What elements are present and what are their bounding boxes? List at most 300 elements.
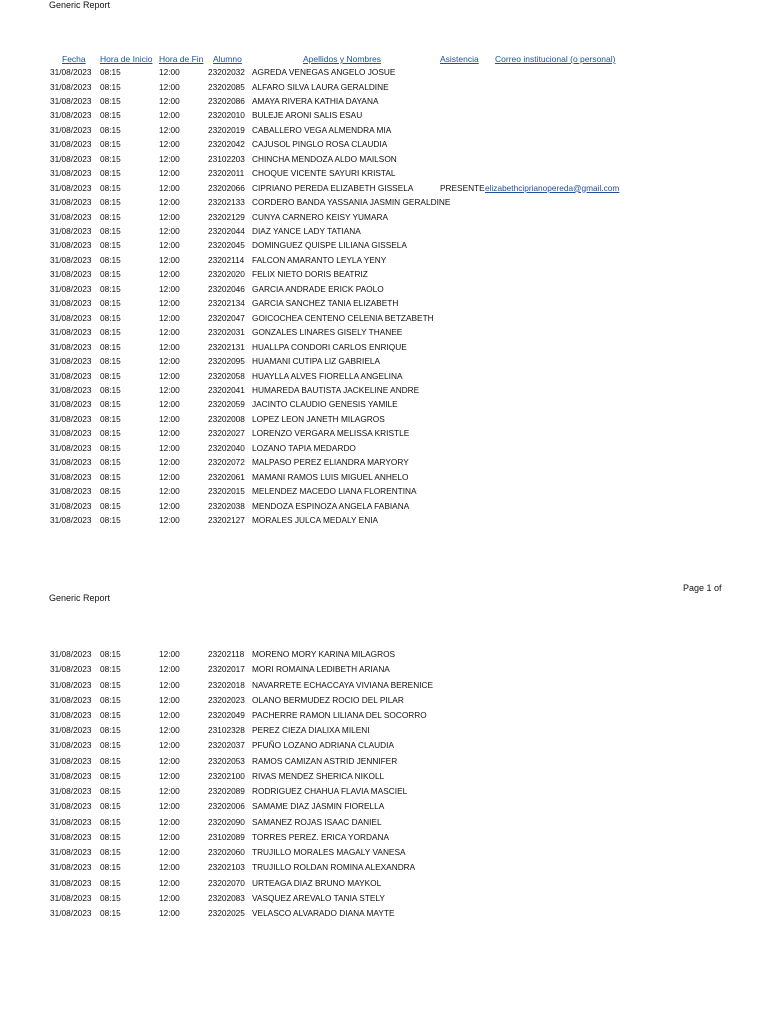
hora-fin-cell: 12:00 xyxy=(159,847,180,858)
alumno-cell: 23202044 xyxy=(208,226,245,236)
name-cell: RODRIGUEZ CHAHUA FLAVIA MASCIEL xyxy=(252,786,408,797)
hora-fin-cell: 12:00 xyxy=(159,341,180,352)
table-row xyxy=(0,725,768,737)
alumno-cell: 23202133 xyxy=(208,197,245,208)
hora-fin-cell: 12:00 xyxy=(159,384,180,395)
alumno-cell: 23202131 xyxy=(208,341,245,352)
hora-fin-cell: 12:00 xyxy=(159,67,180,77)
fecha-cell: 31/08/2023 xyxy=(50,197,92,208)
name-cell: NAVARRETE ECHACCAYA VIVIANA BERENICE xyxy=(252,679,434,690)
name-cell: OLANO BERMUDEZ ROCIO DEL PILAR xyxy=(252,694,404,705)
report-title: Generic Report xyxy=(49,0,111,10)
hora-fin-cell: 12:00 xyxy=(159,370,180,381)
name-cell: HUAYLLA ALVES FIORELLA ANGELINA xyxy=(252,370,403,381)
table-row xyxy=(0,847,768,859)
fecha-cell: 31/08/2023 xyxy=(50,725,92,736)
hora-inicio-cell: 08:15 xyxy=(100,81,121,92)
asistencia-cell: PRESENTE xyxy=(440,182,485,193)
table-row xyxy=(0,298,768,310)
alumno-cell: 23202010 xyxy=(208,110,245,121)
hora-fin-cell: 12:00 xyxy=(159,327,180,338)
table-row xyxy=(0,399,768,411)
hora-inicio-cell: 08:15 xyxy=(100,755,121,766)
hora-inicio-cell: 08:15 xyxy=(100,283,121,294)
hora-inicio-cell: 08:15 xyxy=(100,770,121,781)
fecha-cell: 31/08/2023 xyxy=(50,110,92,121)
hora-inicio-cell: 08:15 xyxy=(100,816,121,827)
alumno-cell: 23202032 xyxy=(208,67,245,77)
name-cell: TORRES PEREZ. ERICA YORDANA xyxy=(252,831,390,842)
alumno-cell: 23202118 xyxy=(208,649,245,659)
fecha-cell: 31/08/2023 xyxy=(50,341,92,352)
alumno-cell: 23102089 xyxy=(208,831,245,842)
name-cell: LOPEZ LEON JANETH MILAGROS xyxy=(252,413,385,424)
hora-fin-cell: 12:00 xyxy=(159,168,180,179)
alumno-cell: 23202061 xyxy=(208,471,245,482)
hora-fin-cell: 12:00 xyxy=(159,81,180,92)
hora-inicio-cell: 08:15 xyxy=(100,709,121,720)
hora-fin-cell: 12:00 xyxy=(159,908,180,918)
hora-inicio-cell: 08:15 xyxy=(100,153,121,164)
hora-inicio-cell: 08:15 xyxy=(100,877,121,888)
table-row xyxy=(0,385,768,397)
hora-inicio-cell: 08:15 xyxy=(100,67,121,77)
hora-inicio-cell: 08:15 xyxy=(100,847,121,858)
hora-inicio-cell: 08:15 xyxy=(100,124,121,135)
hora-fin-cell: 12:00 xyxy=(159,862,180,873)
header-hora-inicio: Hora de Inicio xyxy=(100,54,153,64)
hora-inicio-cell: 08:15 xyxy=(100,649,121,659)
hora-fin-cell: 12:00 xyxy=(159,312,180,323)
fecha-cell: 31/08/2023 xyxy=(50,428,92,439)
fecha-cell: 31/08/2023 xyxy=(50,226,92,236)
name-cell: GARCIA ANDRADE ERICK PAOLO xyxy=(252,283,384,294)
table-row xyxy=(0,168,768,180)
fecha-cell: 31/08/2023 xyxy=(50,908,92,918)
fecha-cell: 31/08/2023 xyxy=(50,862,92,873)
fecha-cell: 31/08/2023 xyxy=(50,283,92,294)
table-row xyxy=(0,414,768,426)
hora-inicio-cell: 08:15 xyxy=(100,457,121,468)
table-row xyxy=(0,740,768,752)
hora-fin-cell: 12:00 xyxy=(159,413,180,424)
fecha-cell: 31/08/2023 xyxy=(50,770,92,781)
table-row xyxy=(0,356,768,368)
hora-inicio-cell: 08:15 xyxy=(100,139,121,150)
fecha-cell: 31/08/2023 xyxy=(50,95,92,106)
alumno-cell: 23202025 xyxy=(208,908,245,918)
table-row xyxy=(0,269,768,281)
alumno-cell: 23202040 xyxy=(208,442,245,453)
alumno-cell: 23202100 xyxy=(208,770,245,781)
fecha-cell: 31/08/2023 xyxy=(50,457,92,468)
table-row xyxy=(0,255,768,267)
name-cell: CAJUSOL PINGLO ROSA CLAUDIA xyxy=(252,139,388,150)
hora-inicio-cell: 08:15 xyxy=(100,679,121,690)
fecha-cell: 31/08/2023 xyxy=(50,500,92,511)
hora-fin-cell: 12:00 xyxy=(159,399,180,410)
alumno-cell: 23202066 xyxy=(208,182,245,193)
table-row xyxy=(0,680,768,692)
hora-inicio-cell: 08:15 xyxy=(100,327,121,338)
alumno-cell: 23202127 xyxy=(208,515,245,525)
hora-fin-cell: 12:00 xyxy=(159,892,180,903)
name-cell: GARCIA SANCHEZ TANIA ELIZABETH xyxy=(252,298,399,309)
hora-fin-cell: 12:00 xyxy=(159,740,180,751)
name-cell: HUMAREDA BAUTISTA JACKELINE ANDRE xyxy=(252,384,420,395)
fecha-cell: 31/08/2023 xyxy=(50,413,92,424)
report-title-page-2: Generic Report xyxy=(49,593,111,603)
alumno-cell: 23202070 xyxy=(208,877,245,888)
fecha-cell: 31/08/2023 xyxy=(50,755,92,766)
hora-inicio-cell: 08:15 xyxy=(100,442,121,453)
alumno-cell: 23202008 xyxy=(208,413,245,424)
alumno-cell: 23202086 xyxy=(208,95,245,106)
name-cell: MORI ROMAINA LEDIBETH ARIANA xyxy=(252,664,390,675)
hora-fin-cell: 12:00 xyxy=(159,725,180,736)
hora-fin-cell: 12:00 xyxy=(159,182,180,193)
table-row xyxy=(0,893,768,905)
hora-fin-cell: 12:00 xyxy=(159,770,180,781)
name-cell: CORDERO BANDA YASSANIA JASMIN GERALDINE xyxy=(252,197,451,208)
alumno-cell: 23202038 xyxy=(208,500,245,511)
hora-fin-cell: 12:00 xyxy=(159,211,180,222)
alumno-cell: 23202015 xyxy=(208,486,245,497)
name-cell: PACHERRE RAMON LILIANA DEL SOCORRO xyxy=(252,709,427,720)
name-cell: ALFARO SILVA LAURA GERALDINE xyxy=(252,81,389,92)
name-cell: TRUJILLO MORALES MAGALY VANESA xyxy=(252,847,406,858)
fecha-cell: 31/08/2023 xyxy=(50,442,92,453)
fecha-cell: 31/08/2023 xyxy=(50,211,92,222)
hora-inicio-cell: 08:15 xyxy=(100,254,121,265)
hora-fin-cell: 12:00 xyxy=(159,95,180,106)
name-cell: GOICOCHEA CENTENO CELENIA BETZABETH xyxy=(252,312,434,323)
table-row xyxy=(0,801,768,813)
fecha-cell: 31/08/2023 xyxy=(50,139,92,150)
alumno-cell: 23202129 xyxy=(208,211,245,222)
fecha-cell: 31/08/2023 xyxy=(50,399,92,410)
table-row xyxy=(0,649,768,661)
name-cell: AMAYA RIVERA KATHIA DAYANA xyxy=(252,95,379,106)
table-row xyxy=(0,515,768,527)
table-row xyxy=(0,96,768,108)
email-link[interactable]: elizabethciprianopereda@gmail.com xyxy=(485,182,620,193)
table-row xyxy=(0,197,768,209)
fecha-cell: 31/08/2023 xyxy=(50,182,92,193)
alumno-cell: 23202042 xyxy=(208,139,245,150)
name-cell: LORENZO VERGARA MELISSA KRISTLE xyxy=(252,428,410,439)
name-cell: CHINCHA MENDOZA ALDO MAILSON xyxy=(252,153,397,164)
hora-fin-cell: 12:00 xyxy=(159,515,180,525)
table-row xyxy=(0,284,768,296)
hora-fin-cell: 12:00 xyxy=(159,486,180,497)
header-alumno: Alumno xyxy=(213,54,242,64)
table-row xyxy=(0,82,768,94)
hora-inicio-cell: 08:15 xyxy=(100,740,121,751)
hora-fin-cell: 12:00 xyxy=(159,649,180,659)
table-row xyxy=(0,443,768,455)
alumno-cell: 23202006 xyxy=(208,801,245,812)
alumno-cell: 23202103 xyxy=(208,862,245,873)
alumno-cell: 23202053 xyxy=(208,755,245,766)
alumno-cell: 23202037 xyxy=(208,740,245,751)
alumno-cell: 23202041 xyxy=(208,384,245,395)
hora-fin-cell: 12:00 xyxy=(159,153,180,164)
alumno-cell: 23202020 xyxy=(208,269,245,280)
hora-fin-cell: 12:00 xyxy=(159,139,180,150)
fecha-cell: 31/08/2023 xyxy=(50,312,92,323)
hora-inicio-cell: 08:15 xyxy=(100,786,121,797)
hora-fin-cell: 12:00 xyxy=(159,500,180,511)
hora-inicio-cell: 08:15 xyxy=(100,413,121,424)
alumno-cell: 23202059 xyxy=(208,399,245,410)
table-row xyxy=(0,342,768,354)
table-row xyxy=(0,908,768,920)
hora-inicio-cell: 08:15 xyxy=(100,182,121,193)
name-cell: CABALLERO VEGA ALMENDRA MIA xyxy=(252,124,392,135)
alumno-cell: 23202114 xyxy=(208,254,245,265)
name-cell: MORENO MORY KARINA MILAGROS xyxy=(252,649,396,659)
fecha-cell: 31/08/2023 xyxy=(50,370,92,381)
hora-inicio-cell: 08:15 xyxy=(100,831,121,842)
hora-fin-cell: 12:00 xyxy=(159,816,180,827)
alumno-cell: 23202031 xyxy=(208,327,245,338)
name-cell: MALPASO PEREZ ELIANDRA MARYORY xyxy=(252,457,409,468)
fecha-cell: 31/08/2023 xyxy=(50,168,92,179)
hora-fin-cell: 12:00 xyxy=(159,755,180,766)
name-cell: MENDOZA ESPINOZA ANGELA FABIANA xyxy=(252,500,410,511)
fecha-cell: 31/08/2023 xyxy=(50,694,92,705)
alumno-cell: 23102203 xyxy=(208,153,245,164)
hora-inicio-cell: 08:15 xyxy=(100,269,121,280)
table-row xyxy=(0,832,768,844)
name-cell: HUALLPA CONDORI CARLOS ENRIQUE xyxy=(252,341,407,352)
name-cell: FALCON AMARANTO LEYLA YENY xyxy=(252,254,387,265)
table-row xyxy=(0,786,768,798)
name-cell: SAMAME DIAZ JASMIN FIORELLA xyxy=(252,801,385,812)
hora-fin-cell: 12:00 xyxy=(159,471,180,482)
hora-inicio-cell: 08:15 xyxy=(100,664,121,675)
table-row xyxy=(0,695,768,707)
fecha-cell: 31/08/2023 xyxy=(50,254,92,265)
hora-inicio-cell: 08:15 xyxy=(100,211,121,222)
fecha-cell: 31/08/2023 xyxy=(50,515,92,525)
hora-fin-cell: 12:00 xyxy=(159,197,180,208)
name-cell: TRUJILLO ROLDAN ROMINA ALEXANDRA xyxy=(252,862,416,873)
name-cell: MORALES JULCA MEDALY ENIA xyxy=(252,515,379,525)
hora-fin-cell: 12:00 xyxy=(159,110,180,121)
hora-fin-cell: 12:00 xyxy=(159,269,180,280)
table-row xyxy=(0,212,768,224)
fecha-cell: 31/08/2023 xyxy=(50,649,92,659)
fecha-cell: 31/08/2023 xyxy=(50,679,92,690)
alumno-cell: 23202090 xyxy=(208,816,245,827)
name-cell: RAMOS CAMIZAN ASTRID JENNIFER xyxy=(252,755,398,766)
fecha-cell: 31/08/2023 xyxy=(50,892,92,903)
alumno-cell: 23202045 xyxy=(208,240,245,251)
hora-inicio-cell: 08:15 xyxy=(100,500,121,511)
fecha-cell: 31/08/2023 xyxy=(50,67,92,77)
alumno-cell: 23202083 xyxy=(208,892,245,903)
header-fecha: Fecha xyxy=(62,54,86,64)
name-cell: DOMINGUEZ QUISPE LILIANA GISSELA xyxy=(252,240,407,251)
hora-fin-cell: 12:00 xyxy=(159,356,180,366)
table-row xyxy=(0,501,768,513)
alumno-cell: 23202089 xyxy=(208,786,245,797)
fecha-cell: 31/08/2023 xyxy=(50,847,92,858)
table-row xyxy=(0,110,768,122)
fecha-cell: 31/08/2023 xyxy=(50,816,92,827)
hora-inicio-cell: 08:15 xyxy=(100,862,121,873)
table-row xyxy=(0,139,768,151)
fecha-cell: 31/08/2023 xyxy=(50,831,92,842)
table-row xyxy=(0,183,768,195)
table-row xyxy=(0,457,768,469)
fecha-cell: 31/08/2023 xyxy=(50,124,92,135)
hora-inicio-cell: 08:15 xyxy=(100,399,121,410)
table-row xyxy=(0,428,768,440)
hora-inicio-cell: 08:15 xyxy=(100,515,121,525)
hora-fin-cell: 12:00 xyxy=(159,298,180,309)
name-cell: VASQUEZ AREVALO TANIA STELY xyxy=(252,892,385,903)
name-cell: RIVAS MENDEZ SHERICA NIKOLL xyxy=(252,770,385,781)
hora-fin-cell: 12:00 xyxy=(159,240,180,251)
table-row xyxy=(0,710,768,722)
table-row xyxy=(0,327,768,339)
table-row xyxy=(0,486,768,498)
hora-inicio-cell: 08:15 xyxy=(100,370,121,381)
name-cell: BULEJE ARONI SALIS ESAU xyxy=(252,110,363,121)
hora-inicio-cell: 08:15 xyxy=(100,801,121,812)
hora-inicio-cell: 08:15 xyxy=(100,298,121,309)
fecha-cell: 31/08/2023 xyxy=(50,384,92,395)
fecha-cell: 31/08/2023 xyxy=(50,81,92,92)
alumno-cell: 23202134 xyxy=(208,298,245,309)
header-asistencia: Asistencia xyxy=(440,54,479,64)
alumno-cell: 23202072 xyxy=(208,457,245,468)
hora-fin-cell: 12:00 xyxy=(159,831,180,842)
name-cell: JACINTO CLAUDIO GENESIS YAMILE xyxy=(252,399,398,410)
hora-fin-cell: 12:00 xyxy=(159,428,180,439)
alumno-cell: 23202049 xyxy=(208,709,245,720)
hora-inicio-cell: 08:15 xyxy=(100,892,121,903)
alumno-cell: 23202019 xyxy=(208,124,245,135)
name-cell: LOZANO TAPIA MEDARDO xyxy=(252,442,356,453)
fecha-cell: 31/08/2023 xyxy=(50,327,92,338)
header-apellidos-nombres: Apellidos y Nombres xyxy=(303,54,381,64)
table-row xyxy=(0,371,768,383)
hora-inicio-cell: 08:15 xyxy=(100,341,121,352)
table-row xyxy=(0,862,768,874)
fecha-cell: 31/08/2023 xyxy=(50,486,92,497)
name-cell: MELENDEZ MACEDO LIANA FLORENTINA xyxy=(252,486,417,497)
name-cell: GONZALES LINARES GISELY THANEE xyxy=(252,327,403,338)
table-row xyxy=(0,67,768,79)
name-cell: PFUÑO LOZANO ADRIANA CLAUDIA xyxy=(252,740,394,751)
hora-inicio-cell: 08:15 xyxy=(100,312,121,323)
hora-inicio-cell: 08:15 xyxy=(100,110,121,121)
alumno-cell: 23202027 xyxy=(208,428,245,439)
alumno-cell: 23202018 xyxy=(208,679,245,690)
hora-inicio-cell: 08:15 xyxy=(100,486,121,497)
hora-fin-cell: 12:00 xyxy=(159,877,180,888)
hora-fin-cell: 12:00 xyxy=(159,709,180,720)
hora-fin-cell: 12:00 xyxy=(159,124,180,135)
alumno-cell: 23202060 xyxy=(208,847,245,858)
name-cell: HUAMANI CUTIPA LIZ GABRIELA xyxy=(252,356,381,366)
name-cell: AGREDA VENEGAS ANGELO JOSUE xyxy=(252,67,396,77)
hora-inicio-cell: 08:15 xyxy=(100,725,121,736)
fecha-cell: 31/08/2023 xyxy=(50,877,92,888)
hora-fin-cell: 12:00 xyxy=(159,694,180,705)
fecha-cell: 31/08/2023 xyxy=(50,471,92,482)
alumno-cell: 23202011 xyxy=(208,168,245,179)
alumno-cell: 23202058 xyxy=(208,370,245,381)
hora-fin-cell: 12:00 xyxy=(159,801,180,812)
hora-fin-cell: 12:00 xyxy=(159,442,180,453)
alumno-cell: 23202023 xyxy=(208,694,245,705)
hora-fin-cell: 12:00 xyxy=(159,664,180,675)
alumno-cell: 23102328 xyxy=(208,725,245,736)
header-hora-fin: Hora de Fin xyxy=(159,54,204,64)
fecha-cell: 31/08/2023 xyxy=(50,269,92,280)
hora-fin-cell: 12:00 xyxy=(159,786,180,797)
hora-fin-cell: 12:00 xyxy=(159,679,180,690)
table-row xyxy=(0,472,768,484)
alumno-cell: 23202017 xyxy=(208,664,245,675)
hora-inicio-cell: 08:15 xyxy=(100,428,121,439)
header-correo: Correo institucional (o personal) xyxy=(495,54,616,64)
alumno-cell: 23202046 xyxy=(208,283,245,294)
table-row xyxy=(0,240,768,252)
hora-inicio-cell: 08:15 xyxy=(100,694,121,705)
table-row xyxy=(0,878,768,890)
fecha-cell: 31/08/2023 xyxy=(50,740,92,751)
table-row xyxy=(0,756,768,768)
name-cell: PEREZ CIEZA DIALIXA MILENI xyxy=(252,725,370,736)
fecha-cell: 31/08/2023 xyxy=(50,153,92,164)
fecha-cell: 31/08/2023 xyxy=(50,664,92,675)
name-cell: CUNYA CARNERO KEISY YUMARA xyxy=(252,211,389,222)
table-row xyxy=(0,817,768,829)
hora-inicio-cell: 08:15 xyxy=(100,384,121,395)
name-cell: SAMANEZ ROJAS ISAAC DANIEL xyxy=(252,816,382,827)
alumno-cell: 23202095 xyxy=(208,356,245,366)
fecha-cell: 31/08/2023 xyxy=(50,356,92,366)
hora-fin-cell: 12:00 xyxy=(159,457,180,468)
name-cell: CHOQUE VICENTE SAYURI KRISTAL xyxy=(252,168,396,179)
hora-fin-cell: 12:00 xyxy=(159,226,180,236)
table-row xyxy=(0,313,768,325)
alumno-cell: 23202047 xyxy=(208,312,245,323)
hora-inicio-cell: 08:15 xyxy=(100,95,121,106)
name-cell: DIAZ YANCE LADY TATIANA xyxy=(252,226,361,236)
fecha-cell: 31/08/2023 xyxy=(50,240,92,251)
table-row xyxy=(0,125,768,137)
table-row xyxy=(0,771,768,783)
name-cell: FELIX NIETO DORIS BEATRIZ xyxy=(252,269,368,280)
table-row xyxy=(0,664,768,676)
name-cell: MAMANI RAMOS LUIS MIGUEL ANHELO xyxy=(252,471,409,482)
hora-inicio-cell: 08:15 xyxy=(100,471,121,482)
name-cell: CIPRIANO PEREDA ELIZABETH GISSELA xyxy=(252,182,414,193)
hora-inicio-cell: 08:15 xyxy=(100,226,121,236)
table-row xyxy=(0,226,768,238)
hora-inicio-cell: 08:15 xyxy=(100,908,121,918)
alumno-cell: 23202085 xyxy=(208,81,245,92)
fecha-cell: 31/08/2023 xyxy=(50,298,92,309)
fecha-cell: 31/08/2023 xyxy=(50,786,92,797)
